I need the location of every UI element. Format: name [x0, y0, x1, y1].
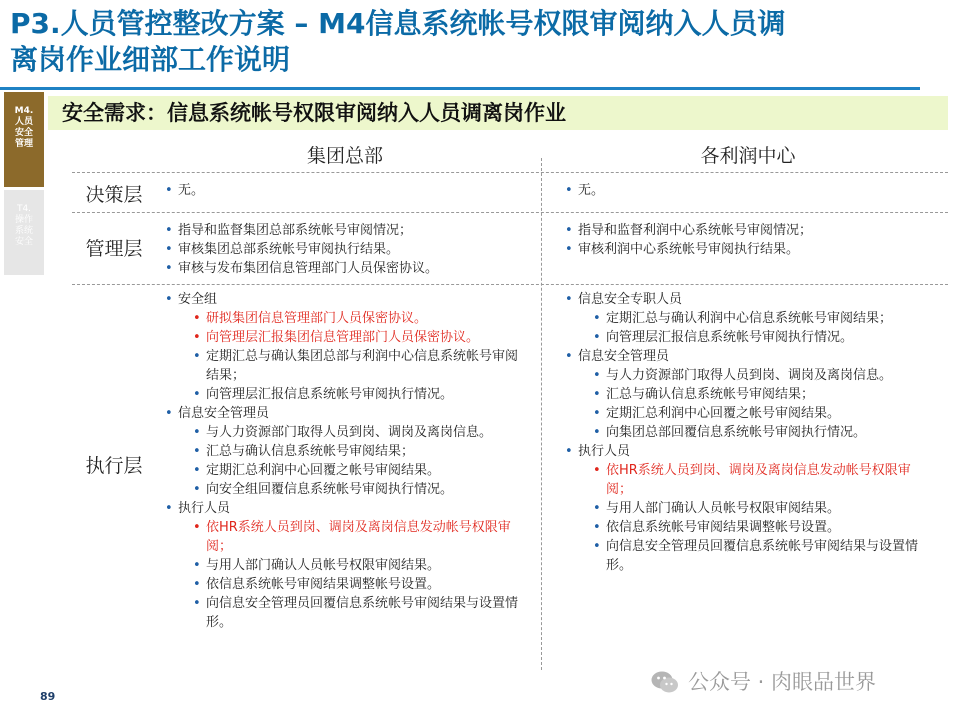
sub-bullet-item: • 定期汇总利润中心回覆之帐号审阅结果。 — [160, 461, 530, 480]
sub-bullet-item: • 向安全组回覆信息系统帐号审阅执行情况。 — [160, 480, 530, 499]
sub-bullet-item: • 汇总与确认信息系统帐号审阅结果； — [560, 385, 930, 404]
cell-execution-profit — [560, 290, 930, 575]
watermark — [650, 668, 876, 696]
sub-bullet-item: • 向管理层汇报集团信息管理部门人员保密协议。 — [160, 328, 530, 347]
title-line-2: 离岗作业细部工作说明 — [10, 43, 291, 76]
sub-bullet-item: • 定期汇总与确认集团总部与利润中心信息系统帐号审阅结果； — [160, 347, 530, 385]
sub-bullet-item: • 定期汇总利润中心回覆之帐号审阅结果。 — [560, 404, 930, 423]
sub-bullet-item: • 研拟集团信息管理部门人员保密协议。 — [160, 309, 530, 328]
sub-bullet-item: • 与用人部门确认人员帐号权限审阅结果。 — [160, 556, 530, 575]
bullet-item: • 执行人员 — [160, 499, 530, 518]
sub-bullet-item: • 依HR系统人员到岗、调岗及离岗信息发动帐号权限审阅； — [560, 461, 930, 499]
side-tab-line: 系统 — [14, 226, 33, 236]
sub-bullet-item: • 向管理层汇报信息系统帐号审阅执行情况。 — [160, 385, 530, 404]
column-divider — [541, 158, 542, 670]
side-tab-line: 操作 — [14, 215, 33, 225]
row-label-decision: 决策层 — [85, 184, 143, 206]
cell-management-profit — [560, 221, 930, 259]
sub-bullet-item: • 向管理层汇报信息系统帐号审阅执行情况。 — [560, 328, 930, 347]
cell-decision-hq — [160, 181, 530, 200]
sub-bullet-item: • 向信息安全管理员回覆信息系统帐号审阅结果与设置情形。 — [160, 594, 530, 632]
column-header-profit-centers: 各利润中心 — [700, 145, 796, 167]
cell-decision-profit — [560, 181, 930, 200]
sub-bullet-item: • 依HR系统人员到岗、调岗及离岗信息发动帐号权限审阅； — [160, 518, 530, 556]
bullet-item: • 无。 — [560, 181, 930, 200]
side-tab-line: T4. — [16, 204, 32, 214]
page-number: 89 — [40, 690, 56, 703]
side-tab-m4[interactable] — [4, 92, 44, 187]
sub-bullet-item: • 与用人部门确认人员帐号权限审阅结果。 — [560, 499, 930, 518]
bullet-item: • 执行人员 — [560, 442, 930, 461]
sub-bullet-item: • 向信息安全管理员回覆信息系统帐号审阅结果与设置情形。 — [560, 537, 930, 575]
side-tab-line: 安全 — [14, 237, 33, 247]
sub-bullet-item: • 与人力资源部门取得人员到岗、调岗及离岗信息。 — [160, 423, 530, 442]
title-underline — [0, 87, 920, 90]
sub-bullet-item: • 汇总与确认信息系统帐号审阅结果； — [160, 442, 530, 461]
side-tab-line: 人员 — [14, 117, 33, 127]
bullet-item: • 审核与发布集团信息管理部门人员保密协议。 — [160, 259, 530, 278]
side-tab-line: M4. — [14, 106, 34, 116]
bullet-item: • 审核利润中心系统帐号审阅执行结果。 — [560, 240, 930, 259]
watermark-text: 公众号 · 肉眼品世界 — [688, 670, 877, 694]
bullet-item: • 安全组 — [160, 290, 530, 309]
row-label-management: 管理层 — [85, 238, 143, 260]
side-tab-line: 安全 — [14, 128, 33, 138]
bullet-item: • 审核集团总部系统帐号审阅执行结果。 — [160, 240, 530, 259]
bullet-item: • 指导和监督集团总部系统帐号审阅情况； — [160, 221, 530, 240]
sub-bullet-item: • 与人力资源部门取得人员到岗、调岗及离岗信息。 — [560, 366, 930, 385]
row-divider — [72, 212, 948, 213]
sub-bullet-item: • 依信息系统帐号审阅结果调整帐号设置。 — [160, 575, 530, 594]
requirement-banner: 安全需求：信息系统帐号权限审阅纳入人员调离岗作业 — [48, 96, 948, 130]
side-tab-line: 管理 — [14, 139, 33, 149]
row-label-execution: 执行层 — [85, 455, 143, 477]
sub-bullet-item: • 定期汇总与确认利润中心信息系统帐号审阅结果； — [560, 309, 930, 328]
wechat-icon — [650, 669, 680, 695]
bullet-item: • 信息安全管理员 — [160, 404, 530, 423]
sub-bullet-item: • 向集团总部回覆信息系统帐号审阅执行情况。 — [560, 423, 930, 442]
bullet-item: • 信息安全管理员 — [560, 347, 930, 366]
cell-execution-hq — [160, 290, 530, 632]
bullet-item: • 无。 — [160, 181, 530, 200]
row-divider — [72, 284, 948, 285]
title-line-1: P3.人员管控整改方案 – M4信息系统帐号权限审阅纳入人员调 — [10, 7, 786, 40]
column-header-group-hq: 集团总部 — [306, 145, 383, 167]
cell-management-hq — [160, 221, 530, 278]
row-divider — [72, 172, 948, 173]
bullet-item: • 信息安全专职人员 — [560, 290, 930, 309]
bullet-item: • 指导和监督利润中心系统帐号审阅情况； — [560, 221, 930, 240]
page-title — [10, 6, 940, 78]
side-tab-t4[interactable] — [4, 190, 44, 275]
sub-bullet-item: • 依信息系统帐号审阅结果调整帐号设置。 — [560, 518, 930, 537]
